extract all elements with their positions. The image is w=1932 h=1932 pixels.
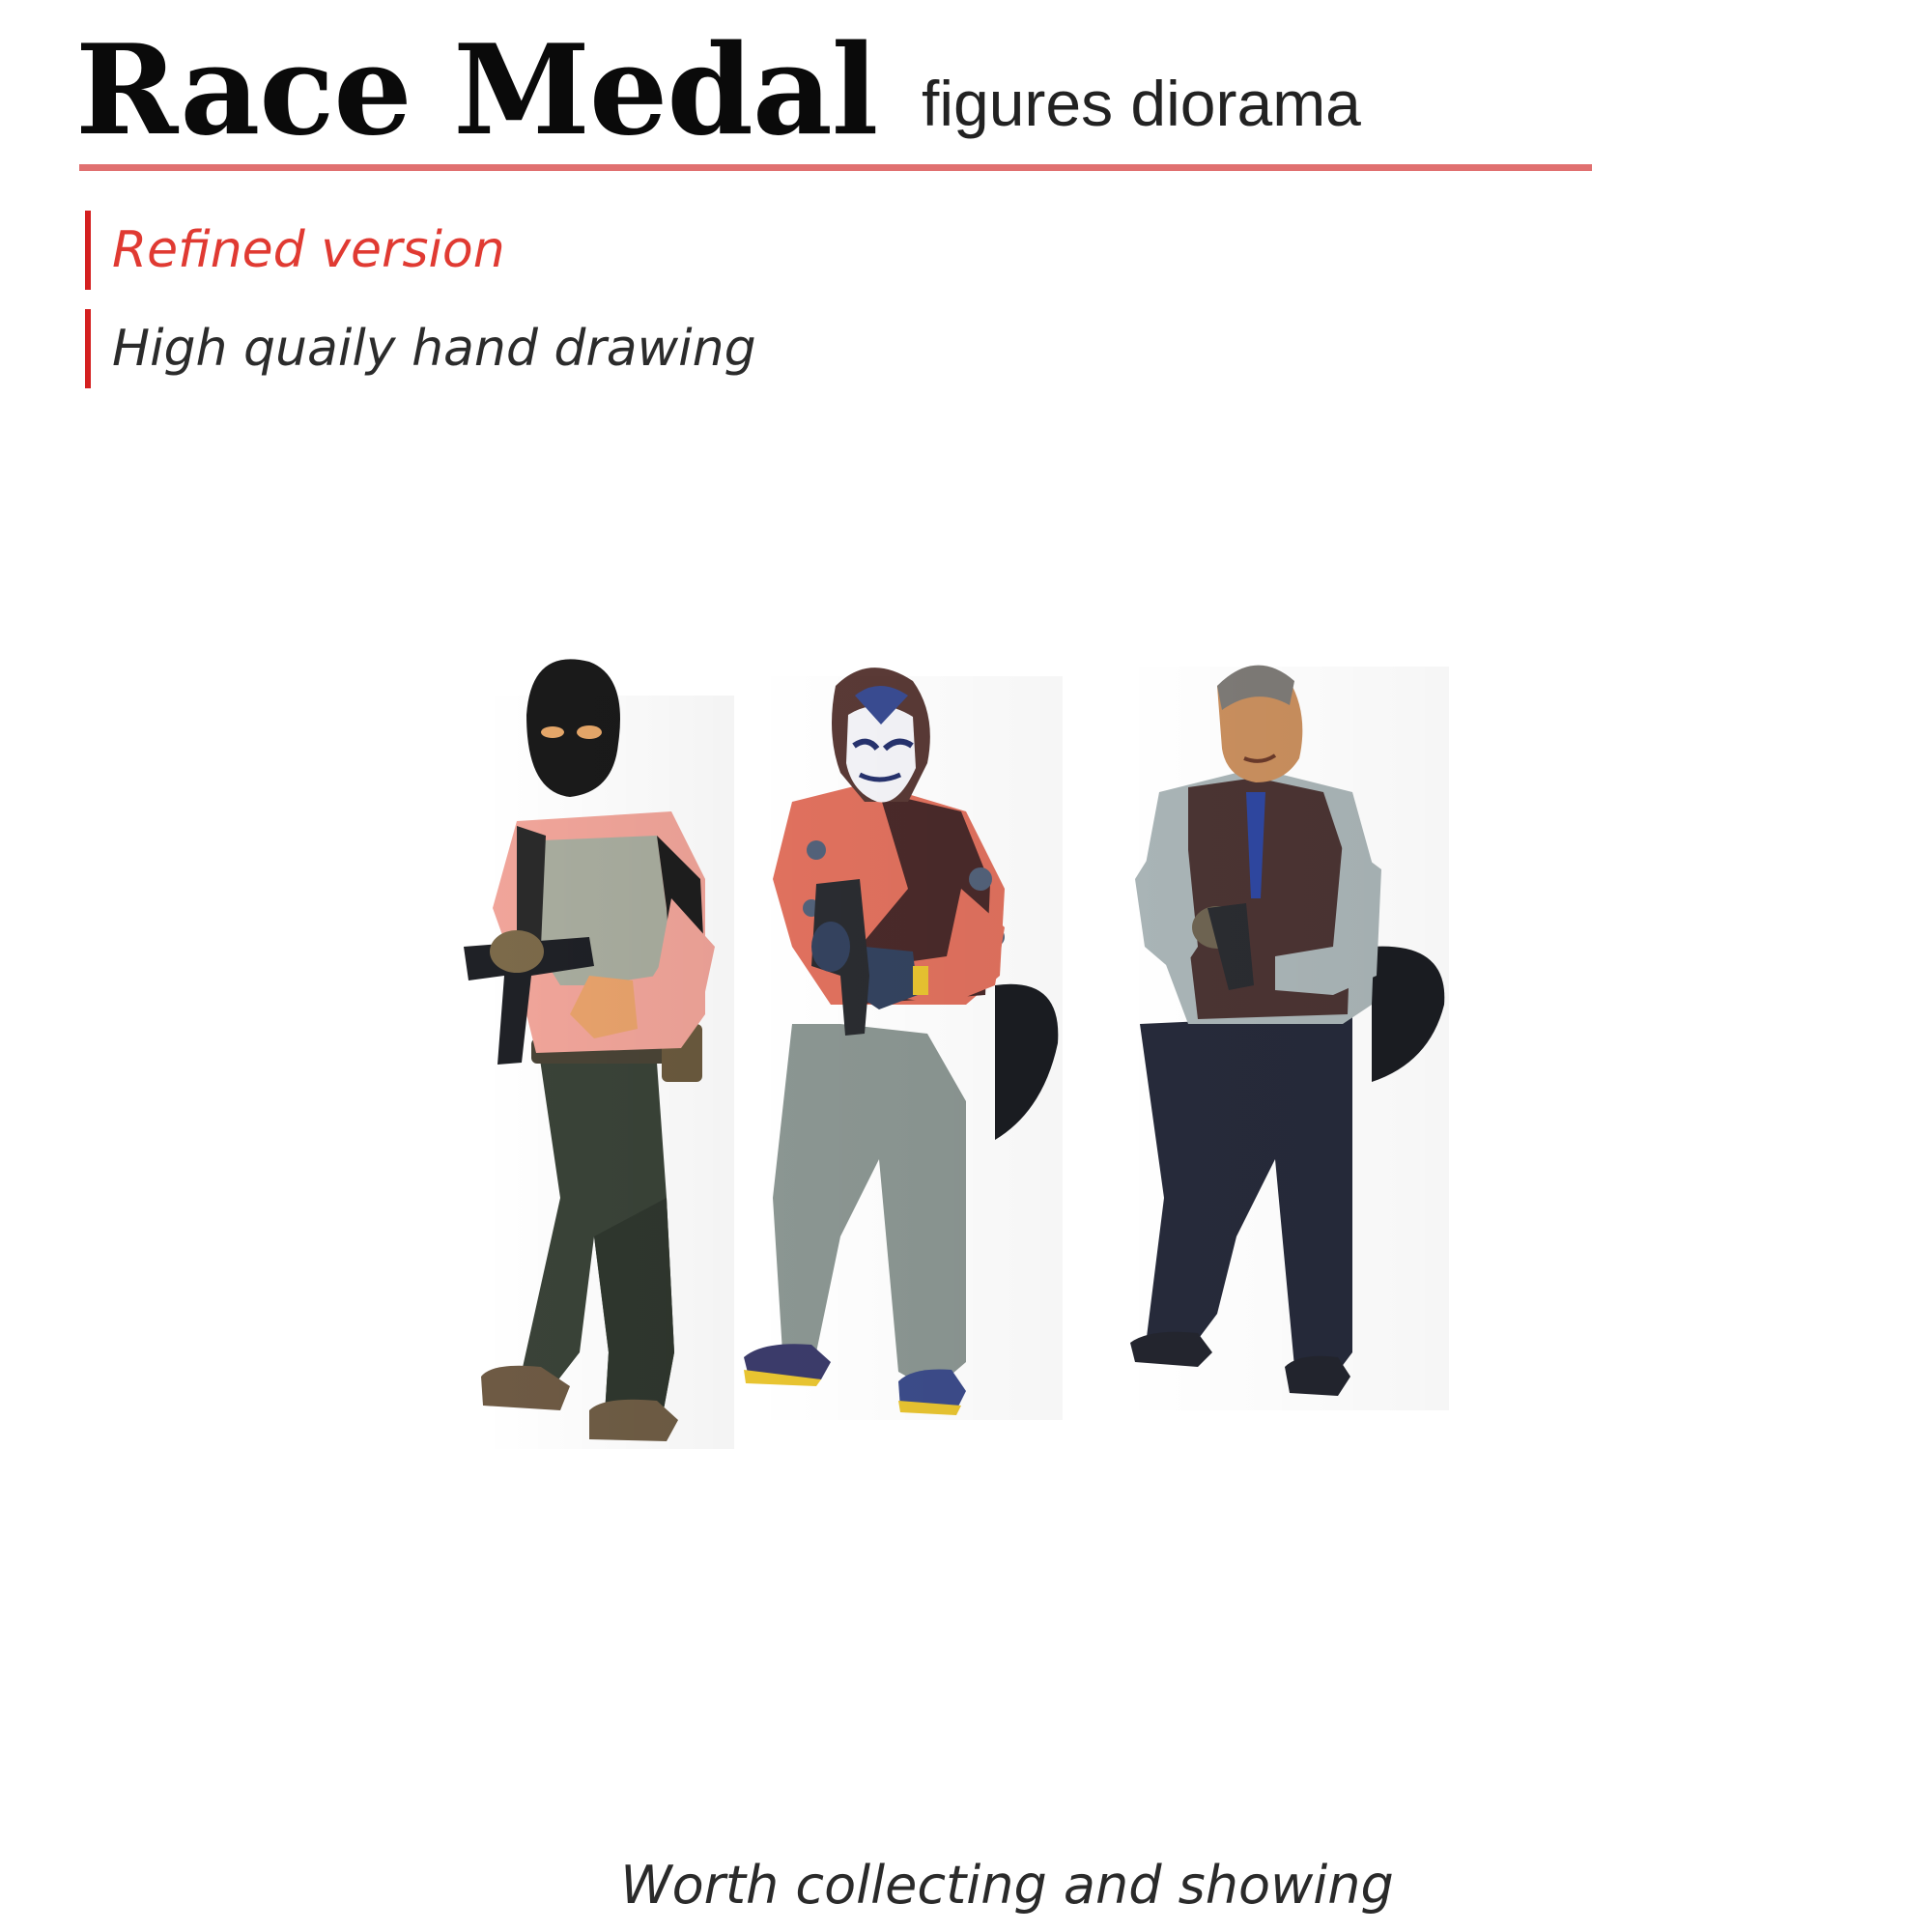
feature-refined-version: Refined version	[85, 211, 505, 290]
feature-hand-drawing: High quaily hand drawing	[85, 309, 756, 388]
bald-man-figure	[1121, 666, 1449, 1410]
balaclava-figure	[464, 659, 734, 1449]
clown-mask-figure	[744, 668, 1063, 1420]
figures-photo	[425, 657, 1584, 1546]
header-divider	[79, 164, 1592, 171]
brand-subtitle: figures diorama	[922, 68, 1361, 139]
brand-title: Race Medal	[75, 18, 878, 163]
footer-tagline: Worth collecting and showing	[620, 1855, 1394, 1916]
